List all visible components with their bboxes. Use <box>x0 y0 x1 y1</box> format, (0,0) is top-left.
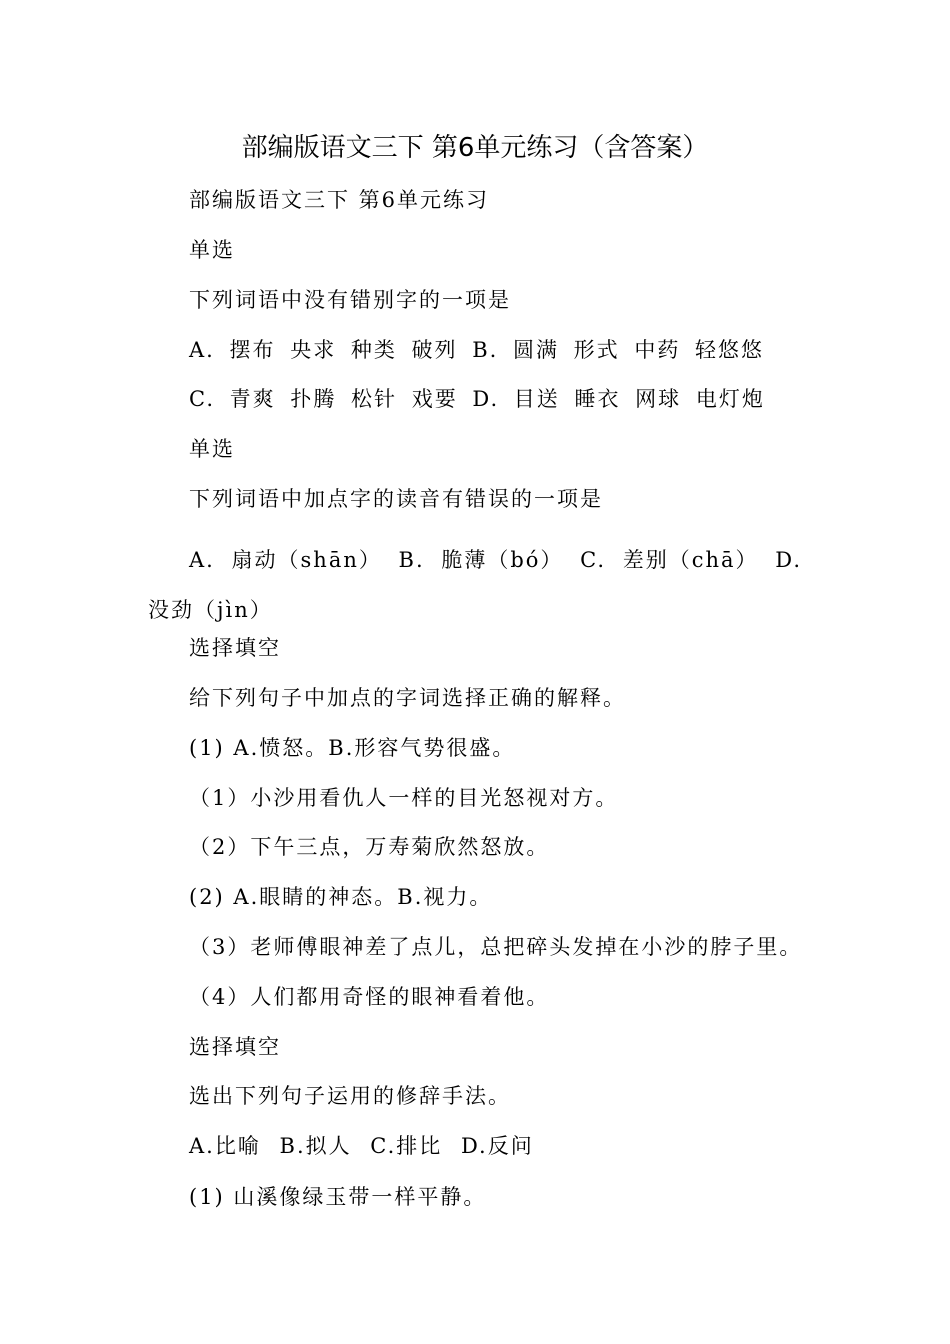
q3-item3: （3）老师傅眼神差了点儿，总把碎头发掉在小沙的脖子里。 <box>189 935 803 959</box>
q1-type: 单选 <box>189 238 235 262</box>
q4-item1: (1) 山溪像绿玉带一样平静。 <box>189 1185 487 1209</box>
q2-options: A. 扇动（shān） B. 脆薄（bó） C. 差别（chā） D. 没劲（jìn） <box>148 548 802 622</box>
q3-item1: （1）小沙用看仇人一样的目光怒视对方。 <box>189 786 619 810</box>
q1-prompt: 下列词语中没有错别字的一项是 <box>189 288 511 312</box>
q3-item4: （4）人们都用奇怪的眼神看着他。 <box>189 985 550 1009</box>
q3-type: 选择填空 <box>189 636 281 660</box>
q3-group1-head: (1) A.愤怒。B.形容气势很盛。 <box>189 736 516 760</box>
q3-prompt: 给下列句子中加点的字词选择正确的解释。 <box>189 686 626 710</box>
q4-type: 选择填空 <box>189 1035 281 1059</box>
q4-options: A.比喻 B.拟人 C.排比 D.反问 <box>189 1134 534 1158</box>
q2-type: 单选 <box>189 437 235 461</box>
subtitle: 部编版语文三下 第6单元练习 <box>189 188 490 212</box>
q3-item2: （2）下午三点，万寿菊欣然怒放。 <box>189 835 550 859</box>
q2-prompt: 下列词语中加点字的读音有错误的一项是 <box>189 487 603 511</box>
q3-group2-head: (2) A.眼睛的神态。B.视力。 <box>189 885 493 909</box>
document-title: 部编版语文三下 第6单元练习（含答案） <box>241 133 709 163</box>
q1-options-line1: A. 摆布 央求 种类 破列 B. 圆满 形式 中药 轻悠悠 <box>189 338 765 362</box>
q4-prompt: 选出下列句子运用的修辞手法。 <box>189 1084 511 1108</box>
q1-options-line2: C. 青爽 扑腾 松针 戏要 D. 目送 睡衣 网球 电灯炮 <box>189 387 765 411</box>
